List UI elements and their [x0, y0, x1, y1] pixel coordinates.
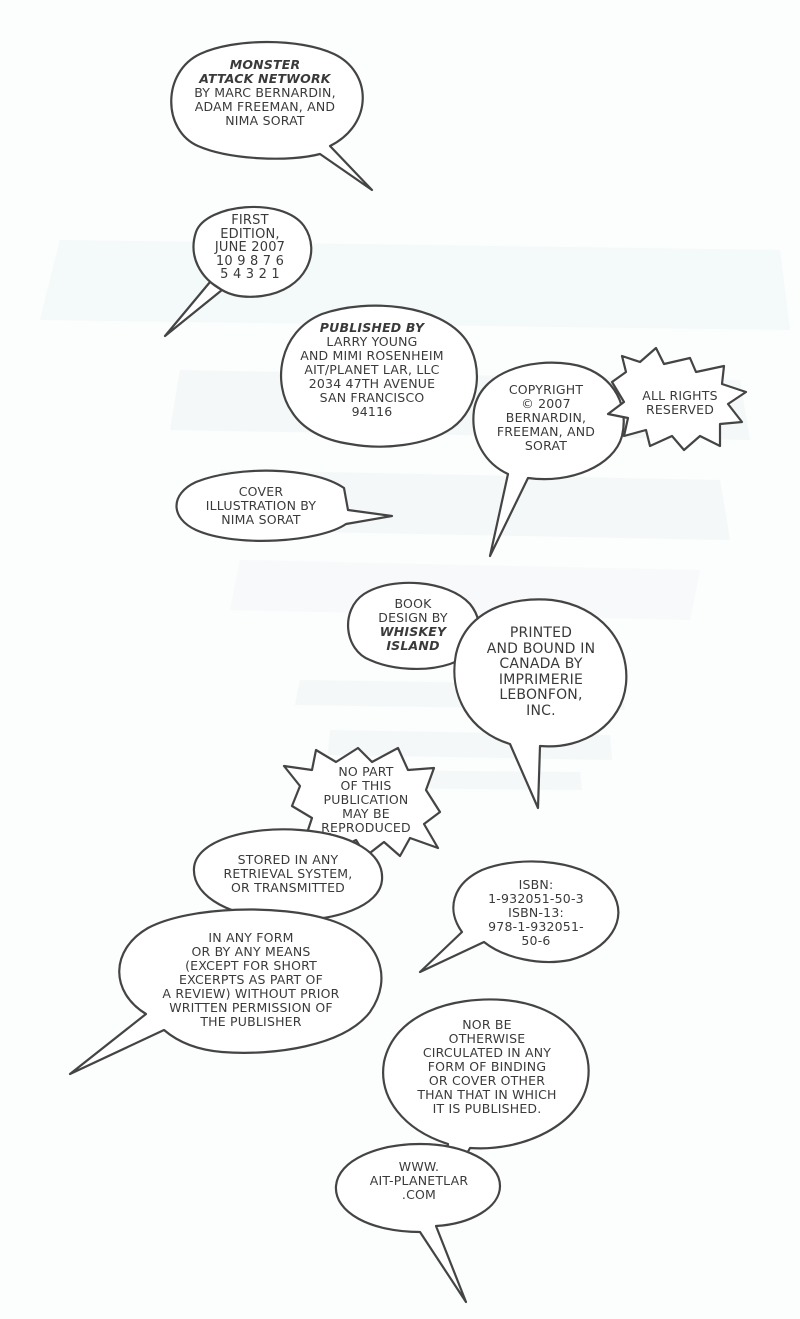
publisher-line: LARRY YOUNG [326, 334, 418, 349]
nor-be-line: NOR BE [462, 1017, 512, 1032]
copyright-line: © 2007 [521, 396, 571, 411]
no-part-burst-text [306, 765, 426, 835]
copyright-line: BERNARDIN, [505, 410, 587, 425]
printed-line: IMPRIMERIE [498, 671, 584, 688]
publisher-bubble-text [284, 321, 460, 419]
cover-line: NIMA SORAT [221, 512, 301, 527]
cover-bubble-text [186, 485, 336, 527]
title-bubble-text [180, 58, 350, 128]
nor-be-line: FORM OF BINDING [427, 1059, 547, 1074]
isbn-line: ISBN: [518, 877, 554, 892]
copyright-line: COPYRIGHT [508, 382, 584, 397]
any-form-line: THE PUBLISHER [200, 1014, 302, 1029]
stored-line: OR TRANSMITTED [231, 880, 345, 895]
publisher-line: SAN FRANCISCO [319, 390, 425, 405]
rights-burst-text [630, 389, 730, 417]
publisher-line: PUBLISHED BY [319, 320, 425, 335]
isbn-line: 1-932051-50-3 [488, 891, 584, 906]
nor-be-bubble-text [396, 1018, 578, 1116]
title-line: MONSTER [229, 57, 301, 72]
cover-line: COVER [238, 484, 284, 499]
stored-line: RETRIEVAL SYSTEM, [223, 866, 353, 881]
rights-line: ALL RIGHTS [642, 388, 718, 403]
nor-be-line: THAN THAT IN WHICH [417, 1087, 557, 1102]
any-form-line: EXCERPTS AS PART OF [179, 972, 323, 987]
no-part-line: NO PART [338, 764, 394, 779]
rights-line: RESERVED [645, 402, 715, 417]
design-line: ISLAND [386, 638, 440, 653]
no-part-line: REPRODUCED [321, 820, 411, 835]
publisher-line: 2034 47TH AVENUE [308, 376, 436, 391]
edition-line: JUNE 2007 [214, 240, 286, 255]
copyright-bubble-text [484, 383, 608, 453]
title-line: NIMA SORAT [225, 113, 305, 128]
website-line: WWW. [398, 1159, 440, 1174]
isbn-line: ISBN-13: [508, 905, 564, 920]
edition-bubble-text [196, 214, 304, 282]
title-line: BY MARC BERNARDIN, [194, 85, 336, 100]
no-part-line: OF THIS [340, 778, 392, 793]
stored-bubble-text [196, 853, 380, 895]
publisher-line: AND MIMI ROSENHEIM [300, 348, 444, 363]
any-form-line: IN ANY FORM [208, 930, 294, 945]
printed-line: PRINTED [509, 625, 573, 641]
any-form-line: WRITTEN PERMISSION OF [169, 1000, 333, 1015]
any-form-line: A REVIEW) WITHOUT PRIOR [162, 986, 340, 1001]
edition-line: 10 9 8 7 6 [215, 253, 285, 269]
any-form-bubble-text [132, 931, 370, 1029]
stored-line: STORED IN ANY [237, 852, 339, 867]
copyright-line: SORAT [524, 438, 568, 453]
publisher-line: AIT/PLANET LAR, LLC [304, 362, 440, 377]
design-bubble-text [358, 597, 468, 653]
nor-be-line: OTHERWISE [448, 1031, 526, 1046]
title-line: ATTACK NETWORK [199, 71, 331, 86]
cover-line: ILLUSTRATION BY [205, 498, 317, 513]
website-bubble-text [346, 1160, 492, 1202]
edition-line: FIRST [231, 213, 269, 228]
no-part-line: PUBLICATION [323, 792, 409, 807]
isbn-line: 978-1-932051- [488, 919, 584, 934]
no-part-line: MAY BE [342, 806, 390, 821]
nor-be-line: CIRCULATED IN ANY [422, 1045, 552, 1060]
copyright-line: FREEMAN, AND [496, 424, 596, 439]
website-line: AIT-PLANETLAR [369, 1173, 469, 1188]
printed-line: AND BOUND IN [486, 640, 596, 657]
printed-line: LEBONFON, [499, 687, 583, 703]
nor-be-line: OR COVER OTHER [428, 1073, 546, 1088]
edition-line: EDITION, [220, 226, 280, 242]
any-form-line: (EXCEPT FOR SHORT [185, 958, 317, 973]
any-form-line: OR BY ANY MEANS [191, 944, 311, 959]
website-line: .COM [401, 1187, 437, 1202]
isbn-bubble-text [466, 878, 606, 948]
nor-be-line: IT IS PUBLISHED. [432, 1101, 542, 1116]
edition-line: 5 4 3 2 1 [220, 267, 280, 282]
design-line: WHISKEY [379, 624, 447, 639]
isbn-line: 50-6 [521, 933, 551, 948]
publisher-line: 94116 [351, 404, 393, 419]
printed-line: CANADA BY [499, 656, 583, 672]
design-line: BOOK [394, 596, 432, 611]
printed-line: INC. [526, 702, 556, 719]
design-line: DESIGN BY [378, 610, 448, 625]
title-line: ADAM FREEMAN, AND [194, 99, 336, 114]
printed-bubble-text [466, 626, 616, 719]
